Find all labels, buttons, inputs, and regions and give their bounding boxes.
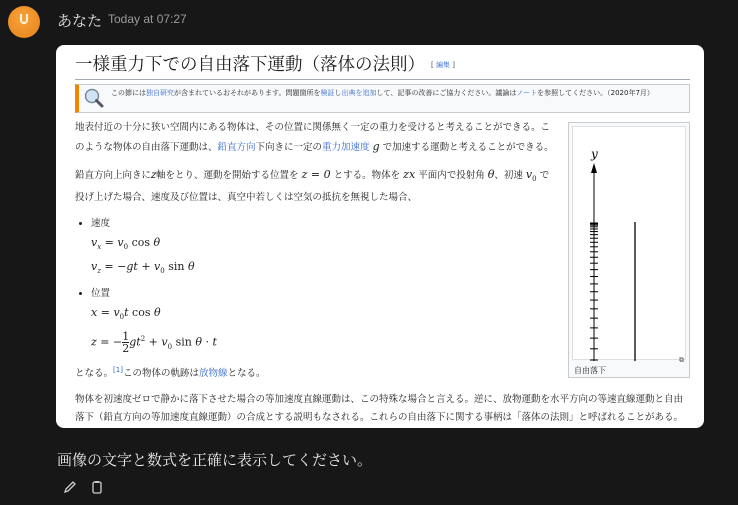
paragraph-1: 地表付近の十分に狭い空間内にある物体は、その位置に関係無く一定の重力を受けると考えることができる。このような物体の自由落下運動は、鉛直方向下向きに一定の重力加速度 g で加速する運動と考えることができる。 — [75, 122, 554, 153]
axis-label-y: y — [591, 147, 598, 161]
reference-link[interactable]: [1] — [113, 365, 123, 374]
link-verify[interactable]: 検証 — [320, 89, 335, 97]
user-message: 画像の文字と数式を正確に表示してください。 — [57, 451, 373, 469]
link-add-source[interactable]: 出典を追加 — [341, 89, 377, 97]
section-title: 一様重力下での自由落下運動（落体の法則） [ 編集 ] — [75, 51, 690, 80]
velocity-item: • 速度 — [91, 215, 690, 233]
avatar — [8, 6, 40, 38]
position-z-formula: z = − $\frac{1}{2}$ $gt^2 + v_0$ sin θ · t — [91, 329, 217, 355]
edit-icon[interactable] — [62, 479, 78, 495]
link-vertical[interactable]: 鉛直方向 — [217, 142, 256, 153]
magnify-clip-icon[interactable]: ⧉ — [679, 356, 684, 364]
link-gravity[interactable]: 重力加速度 — [322, 142, 370, 153]
link-parabola[interactable]: 放物線 — [198, 367, 228, 379]
link-original-research[interactable]: 独自研究 — [146, 89, 174, 97]
timestamp: Today at 07:27 — [108, 12, 187, 26]
link-note[interactable]: ノート — [516, 89, 538, 97]
velocity-x-formula: $v_x = v_0$ cos θ — [91, 236, 161, 252]
edit-link[interactable]: 編集 — [435, 61, 450, 69]
position-item: • 位置 — [91, 285, 690, 303]
original-research-notice: この節には独自研究が含まれているおそれがあります。問題箇所を検証し出典を追加して、記事の改善にご協力ください。議論はノートを参照してください。（2020年7月） — [75, 84, 690, 113]
edit-link-wrap: [ 編集 ] — [431, 61, 455, 69]
attached-image[interactable] — [56, 45, 704, 428]
paragraph-2: 鉛直方向上向きにz軸をとり、運動を開始する位置を z = 0 とする。物体を zx 平面内で投射角 θ、初速 $v_0$ で投げ上げた場合、速度及び位置は、真空中若しくは空気の抵抗を無視した場合、 — [75, 168, 550, 204]
copy-icon[interactable] — [89, 479, 105, 495]
paragraph-4: 物体を初速度ゼロで静かに落下させた場合の等加速度直線運動は、この特殊な場合と言える。逆に、放物運動を水平方向の等速直線運動と自由落下（鉛直方向の等加速度直線運動）の合成とする説明もなされる。これらの自由落下に関する事柄は「落体の法則」と呼ばれることがある。 — [75, 393, 684, 423]
user-name: あなた — [57, 12, 103, 30]
position-x-formula: $x = v_0t$ cos θ — [91, 305, 161, 321]
velocity-z-formula: $v_z = -gt + v_0$ sin θ — [91, 260, 195, 276]
free-fall-diagram — [573, 127, 687, 361]
free-fall-figure[interactable] — [568, 122, 690, 378]
magnifier-icon — [84, 88, 104, 108]
axis-arrow — [591, 163, 597, 173]
paragraph-3: となる。[1]この物体の軌跡は放物線となる。 — [75, 365, 266, 379]
figure-caption: 自由落下 — [574, 366, 606, 375]
